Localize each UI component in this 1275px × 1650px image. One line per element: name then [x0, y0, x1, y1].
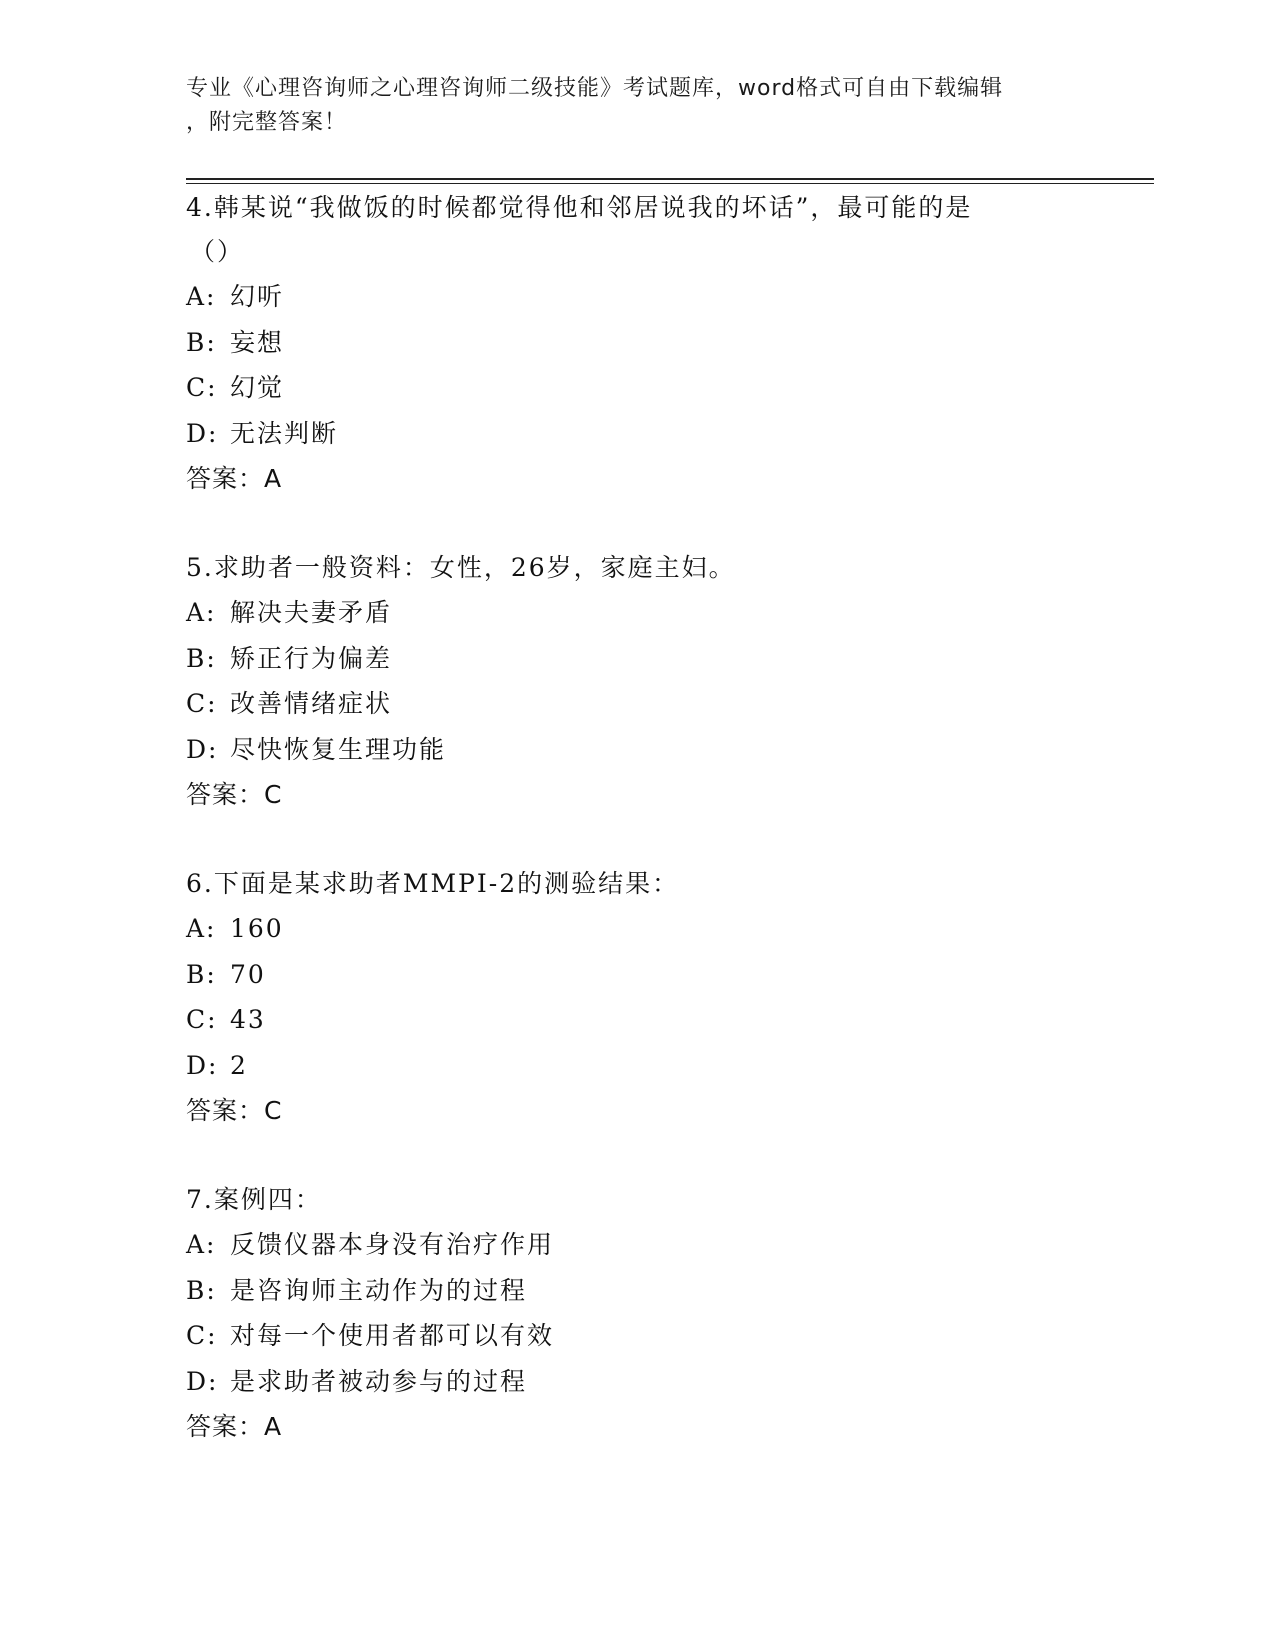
- question-stem: 4.韩某说“我做饭的时候都觉得他和邻居说我的坏话”，最可能的是: [186, 193, 973, 222]
- option-letter: C:: [186, 1321, 218, 1350]
- option-text: 160: [230, 914, 284, 943]
- option-b: [186, 952, 1086, 998]
- option-b: [186, 1268, 1086, 1314]
- option-text: 幻听: [230, 282, 285, 311]
- option-text: 对每一个使用者都可以有效: [230, 1321, 555, 1350]
- option-a: [186, 590, 1086, 636]
- option-text: 改善情绪症状: [230, 689, 393, 718]
- option-letter: B:: [186, 643, 217, 673]
- question-block: [186, 1178, 1086, 1449]
- option-text: 妄想: [230, 327, 285, 357]
- option-letter: B:: [186, 959, 217, 989]
- question-block: [186, 546, 1086, 817]
- option-text: 43: [230, 1005, 266, 1034]
- option-letter: D:: [186, 1366, 219, 1396]
- option-a: [186, 274, 1086, 320]
- option-text: 尽快恢复生理功能: [230, 734, 447, 764]
- question-stem: 6.下面是某求助者MMPI-2的测验结果：: [186, 869, 680, 898]
- option-c: [186, 365, 1086, 411]
- answer-line: 答案：C: [186, 780, 283, 809]
- option-letter: A:: [186, 914, 217, 943]
- option-d: [186, 1043, 1086, 1089]
- option-letter: C:: [186, 1005, 218, 1034]
- option-letter: C:: [186, 373, 218, 402]
- option-text: 无法判断: [230, 418, 339, 448]
- option-d: [186, 1359, 1086, 1405]
- answer-line: 答案：C: [186, 1096, 283, 1125]
- header-divider-thick: [186, 178, 1154, 180]
- question-block: [186, 862, 1086, 1133]
- option-text: 解决夫妻矛盾: [230, 598, 393, 627]
- option-letter: B:: [186, 327, 217, 357]
- header-divider-thin: [186, 183, 1154, 184]
- option-letter: C:: [186, 689, 218, 718]
- option-letter: D:: [186, 734, 219, 764]
- option-a: [186, 1222, 1086, 1268]
- header-line-2: ，附完整答案！: [186, 110, 348, 135]
- option-letter: A:: [186, 282, 217, 311]
- document-header: [186, 72, 1066, 140]
- option-text: 是求助者被动参与的过程: [230, 1366, 528, 1396]
- header-line-1: 专业《心理咨询师之心理咨询师二级技能》考试题库，word格式可自由下载编辑: [186, 76, 1004, 101]
- option-letter: A:: [186, 1230, 217, 1259]
- option-text: 矫正行为偏差: [230, 643, 393, 673]
- option-d: [186, 411, 1086, 457]
- question-stem-continuation: （）: [190, 237, 245, 266]
- option-a: [186, 906, 1086, 952]
- option-letter: B:: [186, 1275, 217, 1305]
- option-b: [186, 636, 1086, 682]
- option-c: [186, 1313, 1086, 1359]
- option-d: [186, 727, 1086, 773]
- option-text: 2: [230, 1050, 248, 1080]
- question-stem: 7.案例四：: [186, 1185, 322, 1214]
- question-stem: 5.求助者一般资料：女性，26岁，家庭主妇。: [186, 553, 736, 582]
- option-text: 幻觉: [230, 373, 285, 402]
- option-letter: D:: [186, 1050, 219, 1080]
- answer-line: 答案：A: [186, 1412, 283, 1441]
- option-letter: D:: [186, 418, 219, 448]
- option-c: [186, 681, 1086, 727]
- option-text: 是咨询师主动作为的过程: [230, 1275, 528, 1305]
- option-letter: A:: [186, 598, 217, 627]
- option-b: [186, 320, 1086, 366]
- option-c: [186, 997, 1086, 1043]
- option-text: 反馈仪器本身没有治疗作用: [230, 1230, 555, 1259]
- question-block: [186, 186, 1086, 501]
- answer-line: 答案：A: [186, 464, 283, 493]
- option-text: 70: [230, 959, 266, 989]
